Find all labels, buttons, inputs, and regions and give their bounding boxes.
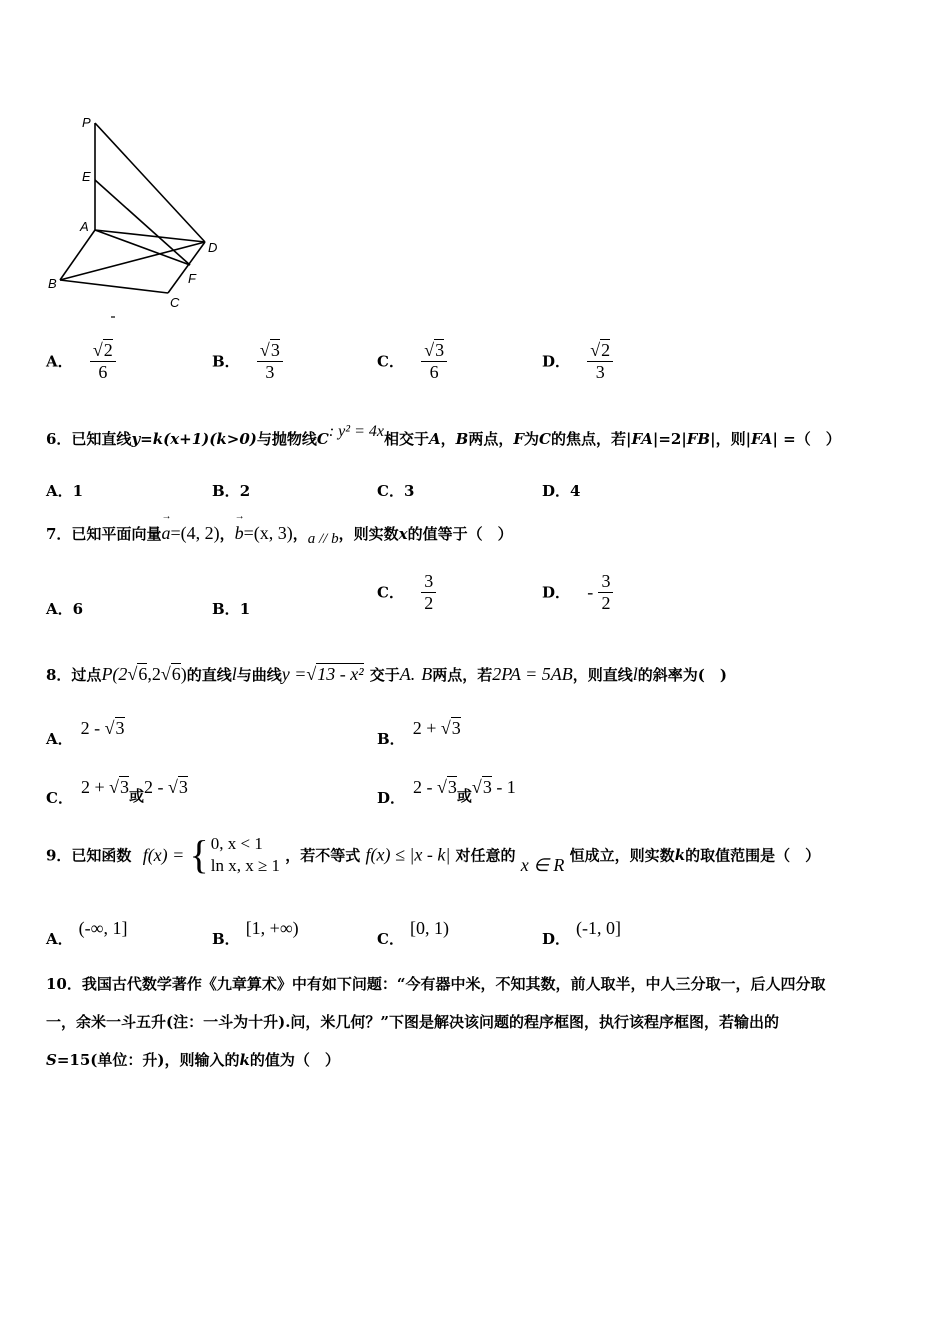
option-value: 4	[570, 482, 581, 500]
question-10-line-3	[46, 1042, 340, 1078]
q8-curve-radicand: 13 - x²	[317, 664, 364, 684]
q9-option-d	[542, 918, 621, 948]
q6-parabola-eq: : y² = 4x	[328, 423, 384, 440]
q6-text: 与抛物线	[256, 430, 317, 448]
fraction	[598, 571, 613, 613]
option-value: 1	[72, 482, 84, 500]
q7-text: ，	[219, 525, 235, 543]
minus-sign: -	[587, 581, 594, 602]
q9-domain: x ∈ R	[520, 854, 565, 875]
option-letter: A．	[46, 600, 73, 618]
option-radicand: 3	[482, 777, 492, 797]
option-value: 1	[239, 600, 251, 618]
q6-text: 相交于	[383, 430, 429, 448]
q7-vector-b: → b	[235, 523, 244, 544]
q10-var-s: S	[46, 1051, 57, 1069]
option-letter: C．	[377, 352, 404, 371]
q9-piece-1: 0, x < 1	[210, 834, 263, 853]
q7-text: 的值等于（ ）	[407, 525, 513, 543]
q7-vector-b-value: =(x, 3)	[243, 523, 293, 543]
q7-vector-a: → a	[161, 523, 170, 544]
q8-text: 两点，若	[432, 666, 493, 684]
q6-option-d	[542, 480, 580, 501]
q6-text: 两点，	[468, 430, 514, 448]
q9-function: f(x) =	[142, 844, 185, 865]
label-B: B	[48, 276, 57, 291]
q6-var: C	[539, 430, 551, 448]
geometry-figure	[40, 105, 240, 325]
option-letter: B．	[212, 482, 240, 500]
q8-var: .	[410, 664, 416, 684]
fraction: $\frac{√3}{6}$	[421, 340, 447, 382]
q5-option-c	[377, 340, 447, 382]
q8-radicand: 6	[138, 664, 148, 684]
q5-option-a	[46, 340, 116, 382]
q8-text: 的直线	[186, 666, 232, 684]
question-10-line-2: 一，余米一斗五升(注：一斗为十升).问，米几何？”下图是解决该问题的程序框图，执行该程序框图，若输出的	[46, 1013, 780, 1031]
option-radicand: 3	[178, 777, 188, 797]
option-letter: A．	[46, 352, 73, 371]
option-letter: D．	[542, 482, 571, 500]
option-radicand: 3	[447, 777, 457, 797]
option-value: 2 -	[80, 718, 105, 738]
q8-line-l: l	[632, 664, 638, 684]
numerator: 3	[421, 571, 436, 593]
numerator: 2	[601, 340, 611, 360]
q8-text: 的斜率为( )	[637, 666, 727, 684]
option-value: 3	[403, 482, 415, 500]
option-radicand: 3	[120, 777, 129, 797]
q9-var: k	[674, 846, 686, 865]
option-or: 或	[456, 787, 472, 805]
q7-option-d	[542, 571, 613, 613]
fraction: $\frac{√2}{6}$	[90, 340, 116, 382]
label-A: A	[80, 219, 89, 234]
option-letter: D．	[542, 930, 571, 948]
option-letter: B．	[212, 352, 240, 371]
label-E: E	[82, 169, 91, 184]
label-P: P	[82, 115, 91, 130]
question-9-stem	[46, 833, 820, 877]
option-value: [1, +∞)	[245, 918, 299, 938]
edge-PD	[95, 123, 205, 242]
numerator: 3	[270, 340, 280, 360]
q9-text: 的取值范围是（ ）	[685, 846, 821, 865]
option-radicand: 3	[451, 718, 461, 738]
q8-var: B	[421, 664, 433, 684]
fraction	[421, 571, 436, 613]
option-letter: C．	[377, 583, 404, 602]
q6-line-eq: y=k(x+1)(k>0)	[131, 430, 257, 448]
q6-var: FA	[631, 430, 653, 448]
q10-var-k: k	[239, 1051, 250, 1069]
option-value: - 1	[491, 777, 516, 797]
option-letter: B．	[212, 600, 240, 618]
fraction: $\frac{√2}{3}$	[587, 340, 613, 382]
option-letter: B．	[377, 730, 405, 748]
q6-var: F	[513, 430, 524, 448]
denominator: 6	[98, 361, 108, 382]
option-letter: A．	[46, 482, 73, 500]
q9-option-b	[212, 918, 299, 948]
option-letter: D．	[377, 789, 406, 807]
q6-var: A	[428, 430, 441, 448]
option-value: (-1, 0]	[576, 918, 621, 938]
denominator: 6	[429, 361, 439, 382]
q6-text: 6．已知直线	[46, 430, 132, 448]
q9-piece-2: ln x, x ≥ 1	[210, 856, 281, 876]
option-value: (-∞, 1]	[78, 918, 128, 938]
denominator: 2	[601, 592, 611, 613]
q10-text: =15(单位：升)，则输入的	[56, 1051, 240, 1069]
q5-option-d	[542, 340, 613, 382]
option-letter: C．	[46, 789, 73, 807]
q6-var: B	[455, 430, 469, 448]
q6-option-b	[212, 480, 250, 501]
q7-option-a	[46, 598, 83, 619]
q8-text: ，则直线	[572, 666, 633, 684]
option-letter: C．	[377, 930, 404, 948]
q8-option-c: C．2 + √3或2 - √3	[46, 777, 188, 807]
q6-text: 为	[524, 430, 540, 448]
q9-text: 恒成立，则实数	[569, 846, 675, 865]
option-value: 2 -	[144, 777, 169, 797]
option-value: [0, 1)	[409, 918, 449, 938]
q7-var: x	[398, 525, 408, 543]
option-radicand: 3	[115, 718, 125, 738]
q8-point: )	[180, 664, 187, 684]
label-F: F	[188, 271, 196, 286]
q9-inequality: f(x) ≤ |x - k|	[365, 844, 451, 865]
question-10-line-1: 10．我国古代数学著作《九章算术》中有如下问题：“今有器中米，不知其数，前人取半，中人三分取一，后人四分取	[46, 975, 826, 993]
option-value: 2 +	[412, 718, 441, 738]
q6-text: |=2|	[652, 430, 687, 448]
edge-BC	[60, 280, 168, 293]
q7-text: ，则实数	[338, 525, 399, 543]
q6-var: FA	[751, 430, 773, 448]
option-value: 2 +	[80, 777, 110, 797]
q6-option-c	[377, 480, 414, 501]
q8-text: 与曲线	[236, 666, 282, 684]
q8-text: 交于	[369, 666, 400, 684]
q8-curve: y =	[281, 664, 307, 684]
q6-text: ，	[440, 430, 456, 448]
q9-option-c	[377, 918, 449, 948]
q9-text: 对任意的	[455, 846, 516, 865]
q8-point: ,2	[147, 664, 161, 684]
q8-relation: 2PA = 5AB	[492, 664, 573, 684]
question-7-stem	[46, 523, 513, 547]
q9-text: ，若不等式	[285, 846, 361, 865]
option-letter: D．	[542, 583, 571, 602]
q7-option-c	[377, 571, 436, 613]
q9-text: 9．已知函数	[46, 846, 132, 865]
option-letter: C．	[377, 482, 404, 500]
q10-text: 的值为（ ）	[249, 1051, 340, 1069]
q6-text: 的焦点，若|	[550, 430, 632, 448]
q7-option-b	[212, 598, 250, 619]
q8-text: 8．过点	[46, 666, 102, 684]
q7-parallel-condition: a // b	[307, 531, 339, 547]
q6-curve: C	[316, 430, 329, 448]
q6-option-a	[46, 480, 83, 501]
q5-option-b	[212, 340, 283, 382]
numerator: 3	[598, 571, 613, 593]
q8-radicand: 6	[171, 664, 181, 684]
question-6-stem	[46, 423, 841, 449]
option-value: 2 -	[413, 777, 438, 797]
q8-point: P(2	[101, 664, 128, 684]
q8-option-b: B．2 + √3	[377, 718, 461, 748]
q6-text: |，则|	[710, 430, 752, 448]
denominator: 3	[595, 361, 605, 382]
option-or: 或	[129, 787, 145, 805]
q8-option-a: A．2 - √3	[46, 718, 125, 748]
label-C: C	[170, 295, 180, 310]
numerator: 2	[103, 340, 113, 360]
q8-var: A	[399, 664, 411, 684]
q7-text: 7．已知平面向量	[46, 525, 162, 543]
numerator: 3	[435, 340, 445, 360]
q6-var: FB	[686, 430, 711, 448]
label-D: D	[208, 240, 218, 255]
option-letter: D．	[542, 352, 571, 371]
q7-text: ，	[292, 525, 308, 543]
q9-piecewise: { 0, x < 1 ln x, x ≥ 1	[189, 832, 281, 878]
q6-text: | =（ ）	[772, 430, 841, 448]
q8-line-l: l	[231, 664, 237, 684]
option-value: 6	[72, 600, 84, 618]
denominator: 2	[424, 592, 434, 613]
question-8-stem: 8．过点P(2√6,2√6)的直线l与曲线y =√13 - x² 交于A. B两点，若2PA = 5AB，则直线l的斜率为( )	[46, 664, 727, 684]
fraction: $\frac{√3}{3}$	[257, 340, 283, 382]
option-letter: B．	[212, 930, 240, 948]
option-letter: A．	[46, 930, 73, 948]
denominator: 3	[265, 361, 275, 382]
option-value: 2	[239, 482, 251, 500]
q8-option-d: D．2 - √3或√3 - 1	[377, 777, 516, 807]
q9-option-a	[46, 918, 128, 948]
edge-ED	[95, 180, 190, 265]
q7-vector-a-value: =(4, 2)	[170, 523, 220, 543]
option-letter: A．	[46, 730, 73, 748]
